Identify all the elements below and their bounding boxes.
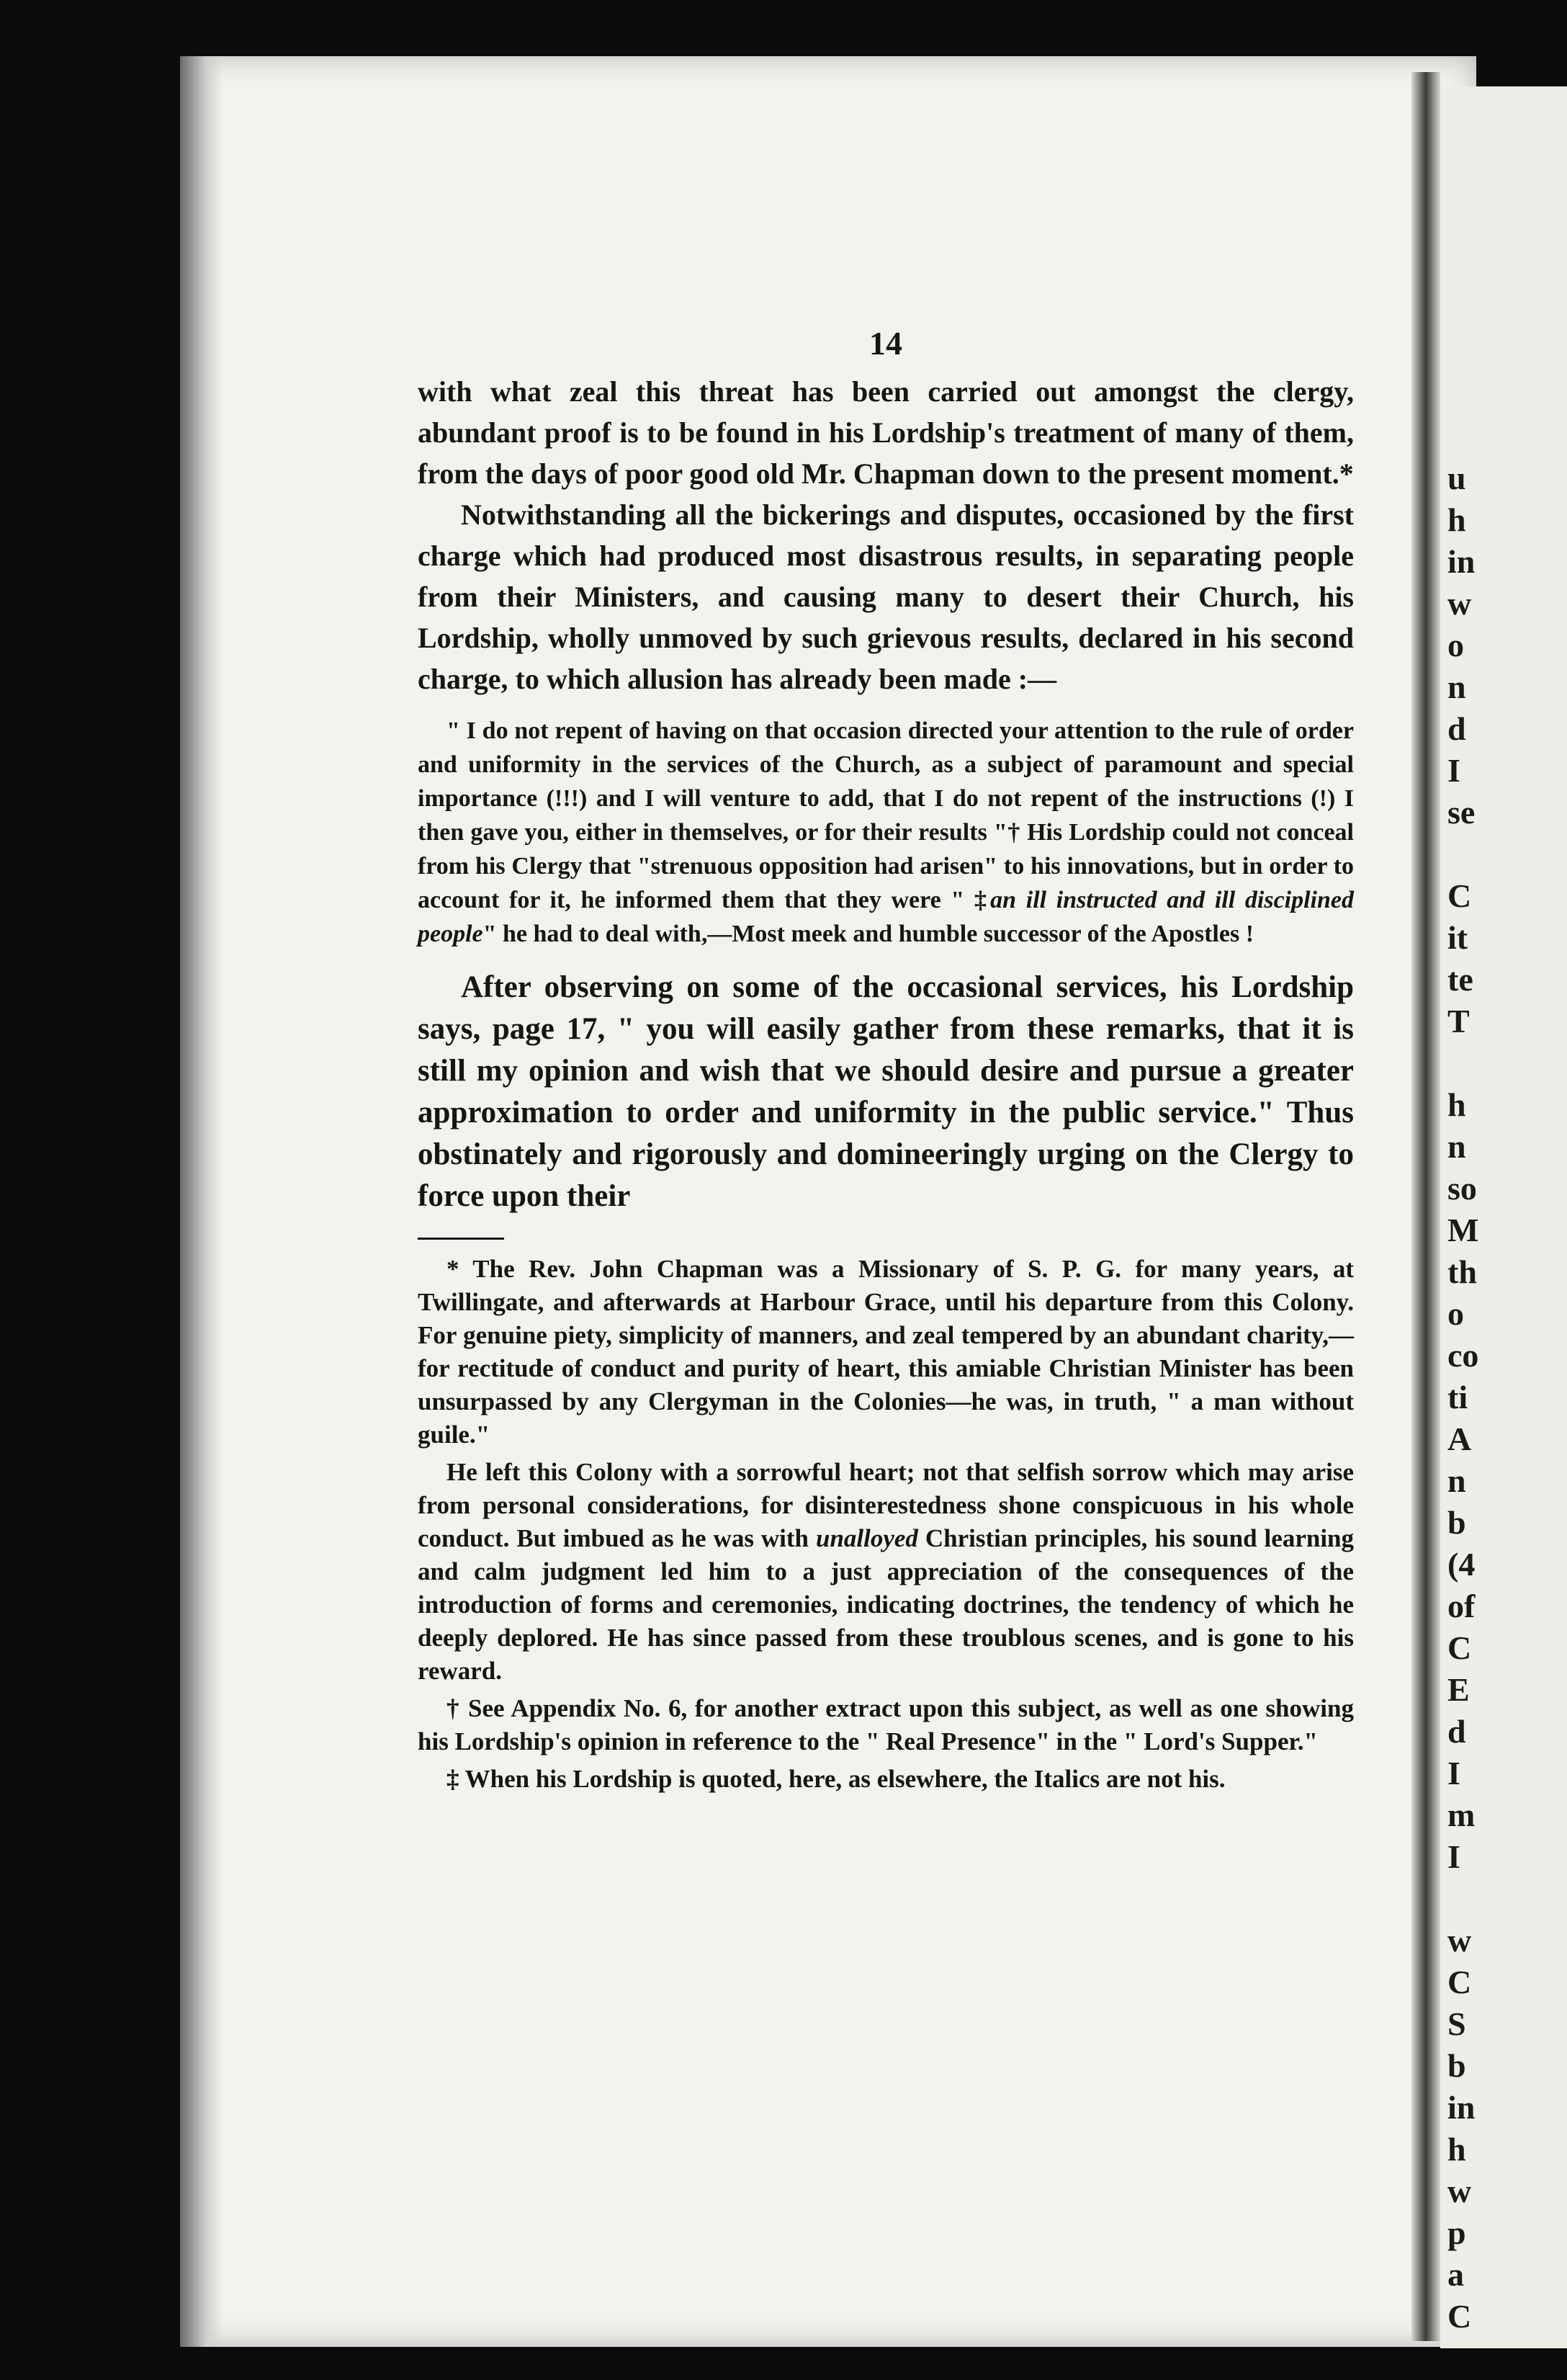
adjacent-page-line: it [1447,919,1468,956]
adjacent-page-line: h [1447,2131,1466,2168]
adjacent-page-line: p [1447,2214,1466,2251]
adjacent-page-line: te [1447,961,1473,998]
adjacent-page-line: so [1447,1170,1477,1207]
adjacent-page-line: n [1447,1128,1466,1165]
adjacent-page-line: I [1447,1755,1460,1791]
adjacent-page-line: of [1447,1588,1476,1624]
adjacent-page-line: h [1447,501,1466,538]
adjacent-page-line: C [1447,877,1472,914]
footnote-3: ‡ When his Lordship is quoted, here, as elsewhere, the Italics are not his. [446,1765,1226,1793]
adjacent-page-line: in [1447,543,1476,580]
adjacent-page-line: d [1447,710,1466,747]
adjacent-page-line: th [1447,1253,1477,1290]
paragraph-2: Notwithstanding all the bickerings and disputes, occasioned by the first charge which had produced most disastrous results, in separating people from their Ministers, and causing many to desert their Church, his Lordship, wholly unmoved by such grievous results, declared in his second charge, to which allusion has already been made :— [418,498,1354,695]
adjacent-page-line: I [1447,752,1460,789]
charge-quotation [418,714,1354,951]
footnote-1b-italic: unalloyed [815,1524,918,1552]
adjacent-page-line: b [1447,1504,1466,1541]
adjacent-page-line: T [1447,1003,1470,1039]
adjacent-page-line: in [1447,2089,1476,2126]
footnote-divider [418,1238,504,1240]
adjacent-page-line: E [1447,1671,1470,1708]
adjacent-page-line: h [1447,1086,1466,1123]
adjacent-page-line: co [1447,1337,1479,1374]
adjacent-page-line: d [1447,1713,1466,1750]
adjacent-page-line: I [1447,1838,1460,1875]
page-edge-shadow [180,56,223,2347]
adjacent-page-line: w [1447,2173,1472,2209]
page-content [418,324,1354,1800]
paragraph-1: with what zeal this threat has been carried out amongst the clergy, abundant proof is to be found in his Lordship's treatment of many of them, from the days of poor good old Mr. Chapman down to the present moment.* [418,375,1354,490]
adjacent-page-line: b [1447,2047,1466,2084]
adjacent-page-line: n [1447,1462,1466,1499]
adjacent-page-line: M [1447,1212,1479,1248]
adjacent-page-line: se [1447,794,1476,831]
adjacent-page-line: ti [1447,1379,1468,1415]
page-number: 14 [869,325,902,362]
quote-text-1: " I do not repent of having on that occasion directed your attention to the rule of order and uniformity in the services of the Church, as a subject of paramount and special importance (!!!) and I will venture to add, that I do not repent of the instructions (!) I then gave you, either in themselves, or for their results "† His Lordship could not conceal from his Clergy that "strenuous opposition had arisen" to his innovations, but in order to account for it, he informed them that they were " ‡ [418,717,1354,913]
footnote-1b-text-1: He left this Colony with a sorrowful heart; not that selfish sorrow which may arise from personal considerations, for disinterestedness shone conspicuous in his whole conduct. But imbued as he was with [418,1458,1354,1552]
footnote-1: * The Rev. John Chapman was a Missionary of S. P. G. for many years, at Twillingate, and afterwards at Harbour Grace, until his departure from this Colony. For genuine piety, simplicity of manners, and zeal tempered by an abundant charity,—for rectitude of conduct and purity of heart, this amiable Christian Minister has been unsurpassed by any Clergyman in the Colonies—he was, in truth, " a man without guile." [418,1255,1354,1449]
adjacent-page-line [1447,1882,1567,1916]
adjacent-page-line: o [1447,1295,1464,1332]
footnote-1-continued [418,1456,1354,1688]
adjacent-page-line: m [1447,1797,1476,1833]
adjacent-page-line [1447,1046,1567,1081]
adjacent-page-line: C [1447,1964,1472,2000]
adjacent-page-line: o [1447,627,1464,663]
quote-text-2: " he had to deal with,—Most meek and humble successor of the Apostles ! [482,921,1254,947]
adjacent-page-line: S [1447,2005,1466,2042]
adjacent-page-line: w [1447,1922,1472,1959]
adjacent-page-line: w [1447,585,1472,622]
adjacent-page-line: u [1447,460,1466,496]
adjacent-page-line: C [1447,2298,1472,2335]
footnote-2: † See Appendix No. 6, for another extract upon this subject, as well as one showing his Lordship's opinion in reference to the " Real Presence" in the " Lord's Supper." [418,1694,1354,1755]
quote-italic: an ill instructed and ill disciplined people [418,887,1354,947]
adjacent-page-line: (4 [1447,1546,1476,1583]
adjacent-page-line: a [1447,2256,1464,2293]
adjacent-page-fragment [1440,86,1567,2348]
paragraph-3: After observing on some of the occasional services, his Lordship says, page 17, " you will easily gather from these remarks, that it is still my opinion and wish that we should desire and pursue a greater approximation to order and uniformity in the public service." Thus obstinately and rigorously and domineeringly urging on the Clergy to force upon their [418,970,1354,1213]
adjacent-page-line: C [1447,1629,1472,1666]
footnote-1b-text-2: Christian principles, his sound learning and calm judgment led him to a just appreciation of the consequences of the introduction of forms and ceremonies, indicating doctrines, the tendency of which he deeply deplored. He has since passed from these troublous scenes, and is gone to his reward. [418,1524,1355,1685]
adjacent-page-line: n [1447,668,1466,705]
book-gutter [1411,72,1440,2341]
adjacent-page-line [1447,837,1567,872]
adjacent-page-line: A [1447,1421,1472,1457]
